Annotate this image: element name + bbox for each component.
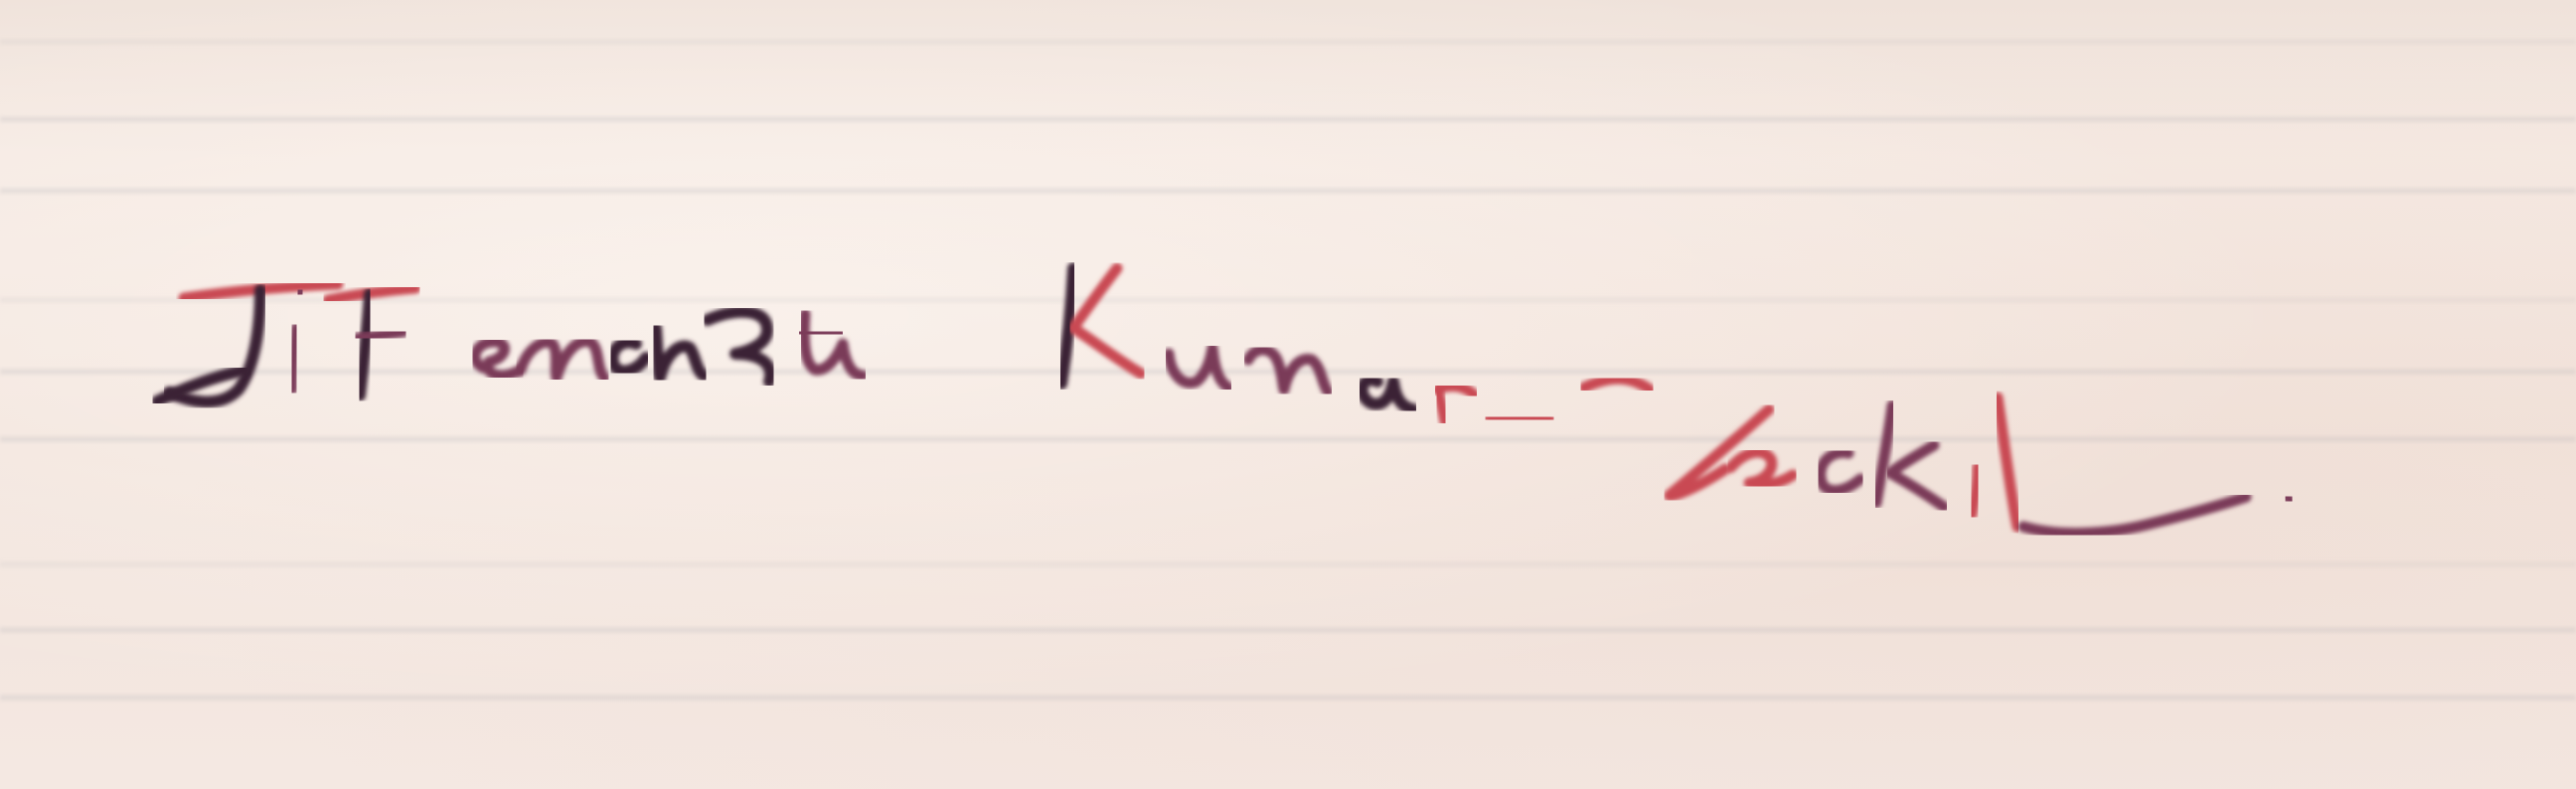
signature-letter-t [328, 288, 415, 395]
signature-word-patil [1584, 379, 2292, 533]
signature-letter-j [157, 284, 338, 401]
signature-letter-i [292, 290, 302, 390]
signature-word-kumar [1061, 268, 1550, 421]
signature-word-endra [475, 312, 863, 382]
